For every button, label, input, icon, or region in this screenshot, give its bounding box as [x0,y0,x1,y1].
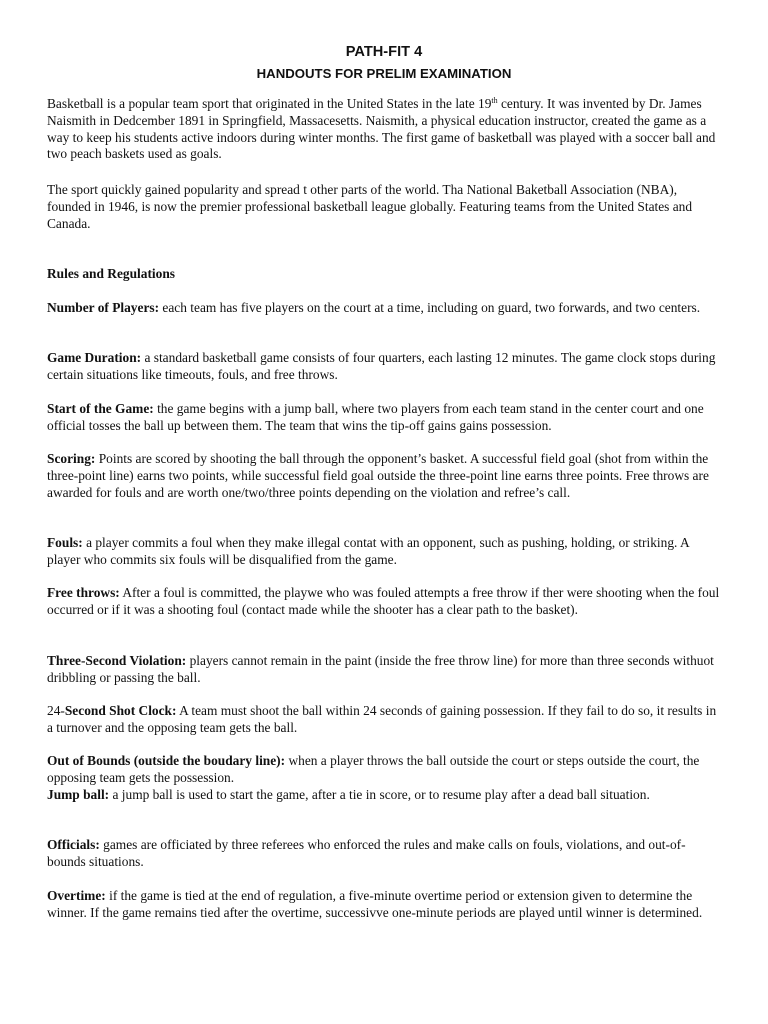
intro-text-a: Basketball is a popular team sport that originated in the United States in the late 19 [47,96,492,111]
document-title: PATH-FIT 4 [345,44,423,60]
rule-three-second-violation [47,653,723,687]
rule-number-of-players [47,300,723,317]
rule-free-throws [47,585,723,619]
rule-text: players cannot remain in the paint (inside the free throw line) for more than three seconds withuot dribbling or passing the ball. [47,653,714,685]
document-subtitle: HANDOUTS FOR PRELIM EXAMINATION [256,66,512,81]
rule-label: Fouls: [47,535,83,550]
rule-overtime [47,888,723,922]
rule-fouls [47,535,723,569]
intro-paragraph-nba: The sport quickly gained popularity and spread t other parts of the world. Tha National Baketball Association (NBA), founded in 1946, is now the premier professional basketball league globally. Featuring teams from the United States and Canada. [47,182,693,231]
rule-out-of-bounds [47,753,723,803]
rule-text: a jump ball is used to start the game, after a tie in score, or to resume play after a dead ball situation. [109,786,650,802]
intro-text-b: century. It was invented by Dr. James Naismith in Dedcember 1891 in Springfield, Massacesetts. Naismith, a physical education instructor, created the game as a way to keep his students active indoors during winter months. The first game of basketball was played with a soccer ball and two peach baskets used as goals. [47,96,716,162]
rule-label: Free throws: [47,585,120,600]
rule-scoring [47,451,723,501]
rule-officials [47,837,723,871]
rules-heading [47,266,723,283]
rule-label: Scoring: [47,451,96,466]
rule-label: Officials: [47,837,100,852]
rule-text: the game begins with a jump ball, where two players from each team stand in the center court and one official tosses the ball up between them. The team that wins the tip-off gains gains possession. [47,401,704,433]
rule-text: a standard basketball game consists of four quarters, each lasting 12 minutes. The game clock stops during certain situations like timeouts, fouls, and free throws. [47,350,716,382]
rule-label: Game Duration: [47,350,142,365]
rule-game-duration [47,350,723,384]
rule-text: Points are scored by shooting the ball through the opponent’s basket. A successful field goal (shot from within the three-point line) earns two points, while successful field goal outside the three-point line earns three points. Free throws are awarded for fouls and are worth one/two/three points depending on the violation and refree’s call. [47,451,709,500]
rule-text: if the game is tied at the end of regulation, a five-minute overtime period or extension given to determine the winner. If the game remains tied after the overtime, successivve one-minute periods are played until winner is determined. [47,888,703,920]
rule-label: Out of Bounds (outside the boudary line): [47,753,286,768]
rule-prefix: 24- [47,703,65,718]
rule-text: A team must shoot the ball within 24 seconds of gaining possession. If they fail to do so, it results in a turnover and the opposing team gets the ball. [47,703,717,735]
rules-heading-text: Rules and Regulations [47,266,175,281]
rule-text: when a player throws the ball outside the court or steps outside the court, the opposing team gets the possession. [47,753,700,785]
rule-label: Number of Players: [47,300,160,315]
rule-label: Start of the Game: [47,401,154,416]
rule-text: a player commits a foul when they make illegal contat with an opponent, such as pushing, holding, or striking. A player who commits six fouls will be disqualified from the game. [47,535,689,567]
rule-start-of-game [47,401,723,435]
rule-text: each team has five players on the court at a time, including on guard, two forwards, and two centers. [159,300,701,315]
rule-shot-clock [47,703,723,737]
rule-text: After a foul is committed, the playwe who was fouled attempts a free throw if ther were shooting when the foul occurred or if it was a shooting foul (contact made while the shooter has a clear path to the basket). [47,585,720,617]
rule-label: Second Shot Clock: [64,703,177,718]
rule-label: Overtime: [47,888,106,903]
ordinal-suffix: th [491,96,498,105]
rule-label: Three-Second Violation: [47,653,187,668]
intro-paragraph-history [47,96,723,163]
rule-text: games are officiated by three referees who enforced the rules and make calls on fouls, violations, and out-of-bounds situations. [47,837,686,869]
rule-label: Jump ball: [47,786,110,802]
